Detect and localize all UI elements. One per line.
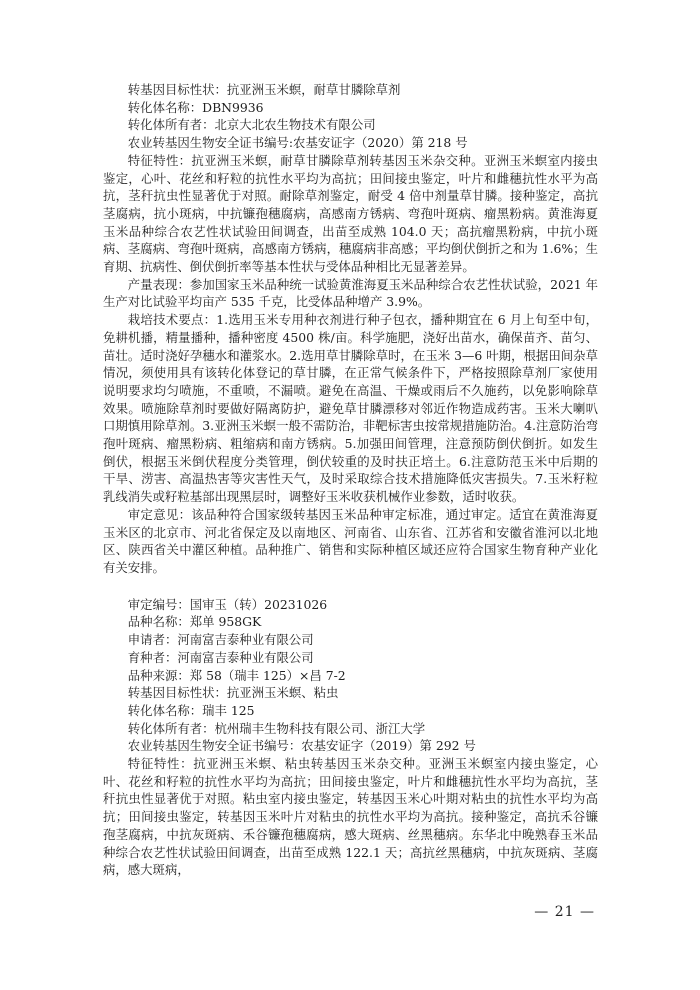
field-transgenic-target-trait: 转基因目标性状：抗亚洲玉米螟、粘虫 [127,685,339,701]
para-characteristics: 特征特性：抗亚洲玉米螟，耐草甘膦除草剂转基因玉米杂交种。亚洲玉米螟室内接虫鉴定，心叶、花丝和籽粒的抗性水平均为高抗；田间接虫鉴定，叶片和雌穗抗性水平为高抗，茎秆抗虫性显著优于对照。耐除草剂鉴定，耐受 4 倍中剂量草甘膦。接种鉴定，高抗茎腐病，抗小斑病，中抗镰孢穗腐病，高感南方锈病、弯孢叶斑病、瘤黑粉病。黄淮海夏玉米品种综合农艺性状试验田间调查，出苗至成熟 104.0 天；高抗瘤黑粉病，中抗小斑病、茎腐病、弯孢叶斑病，高感南方锈病，穗腐病非高感；平均倒伏倒折之和为 1.6%；生育期、抗病性、倒伏倒折率等基本性状与受体品种相比无显著差异。 [103,152,598,275]
field-event-owner: 转化体所有者：杭州瑞丰生物科技有限公司、浙江大学 [127,720,426,736]
field-transgenic-target-trait: 转基因目标性状：抗亚洲玉米螟，耐草甘膦除草剂 [127,82,401,97]
para-approval-opinion: 审定意见：该品种符合国家级转基因玉米品种审定标准，通过审定。适宜在黄淮海夏玉米区的北京市、河北省保定及以南地区、河南省、山东省、江苏省和安徽省淮河以北地区、陕西省关中灌区种植。品种推广、销售和实际种植区域还应符合国家生物育种产业化有关安排。 [103,506,598,575]
variety-entry-2 [103,596,598,879]
text-content [103,81,598,879]
field-applicant: 申请者：河南富吉泰种业有限公司 [127,632,314,648]
para-cultivation-techniques: 栽培技术要点：1.选用玉米专用种衣剂进行种子包衣，播种期宜在 6 月上旬至中旬，免耕机播，精量播种，播种密度 4500 株/亩。科学施肥，浇好出苗水，确保苗齐、苗匀、苗壮。适时浇好孕穗水和灌浆水。2.选用草甘膦除草时，在玉米 3—6 叶期，根据田间杂草情况，须使用具有该转化体登记的草甘膦，在正常气候条件下，严格按照除草剂厂家使用说明要求均匀喷施，不重喷，不漏喷。避免在高温、干燥或雨后不久施药，以免影响除草效果。喷施除草剂时要做好隔离防护，避免草甘膦漂移对邻近作物造成药害。玉米大喇叭口期慎用除草剂。3.亚洲玉米螟一般不需防治，非靶标害虫按常规措施防治。4.注意防治弯孢叶斑病、瘤黑粉病、粗缩病和南方锈病。5.加强田间管理，注意预防倒伏倒折。如发生倒伏，根据玉米倒伏程度分类管理，倒伏较重的及时扶正培土。6.注意防范玉米中后期的干旱、涝害、高温热害等灾害性天气，及时采取综合技术措施降低灾害损失。7.玉米籽粒乳线消失或籽粒基部出现黑层时，调整好玉米收获机械作业参数，适时收获。 [103,312,598,505]
field-event-owner: 转化体所有者：北京大北农生物技术有限公司 [127,117,376,133]
variety-entry-1 [103,81,598,577]
para-yield-performance: 产量表现：参加国家玉米品种统一试验黄淮海夏玉米品种综合农艺性状试验，2021 年生产对比试验平均亩产 535 千克，比受体品种增产 3.9%。 [103,276,598,310]
para-characteristics: 特征特性：抗亚洲玉米螟、粘虫转基因玉米杂交种。亚洲玉米螟室内接虫鉴定，心叶、花丝和籽粒的抗性水平均为高抗；田间接虫鉴定，叶片和雌穗抗性水平均为高抗，茎秆抗虫性显著优于对照。粘虫室内接虫鉴定，转基因玉米心叶期对粘虫的抗性水平均为高抗；田间接虫鉴定，转基因玉米叶片对粘虫的抗性水平均为高抗。接种鉴定，高抗禾谷镰孢茎腐病，中抗灰斑病、禾谷镰孢穗腐病，感大斑病、丝黑穗病。东华北中晚熟春玉米品种综合农艺性状试验田间调查，出苗至成熟 122.1 天；高抗丝黑穗病，中抗灰斑病、茎腐病，感大斑病， [103,756,598,878]
field-variety-name: 品种名称：郑单 958GK [127,614,262,630]
field-breeder: 育种者：河南富吉泰种业有限公司 [127,649,314,665]
page-number: — 21 — [534,904,595,920]
field-variety-origin: 品种来源：郑 58（瑞丰 125）×昌 7-2 [127,667,346,683]
field-approval-number: 审定编号：国审玉（转）20231026 [127,596,328,612]
field-biosafety-certificate-number: 农业转基因生物安全证书编号：农基安证字（2019）第 292 号 [127,738,476,754]
field-biosafety-certificate-number: 农业转基因生物安全证书编号:农基安证字（2020）第 218 号 [127,135,468,151]
field-event-name: 转化体名称：瑞丰 125 [127,702,255,718]
field-event-name: 转化体名称：DBN9936 [127,99,264,115]
